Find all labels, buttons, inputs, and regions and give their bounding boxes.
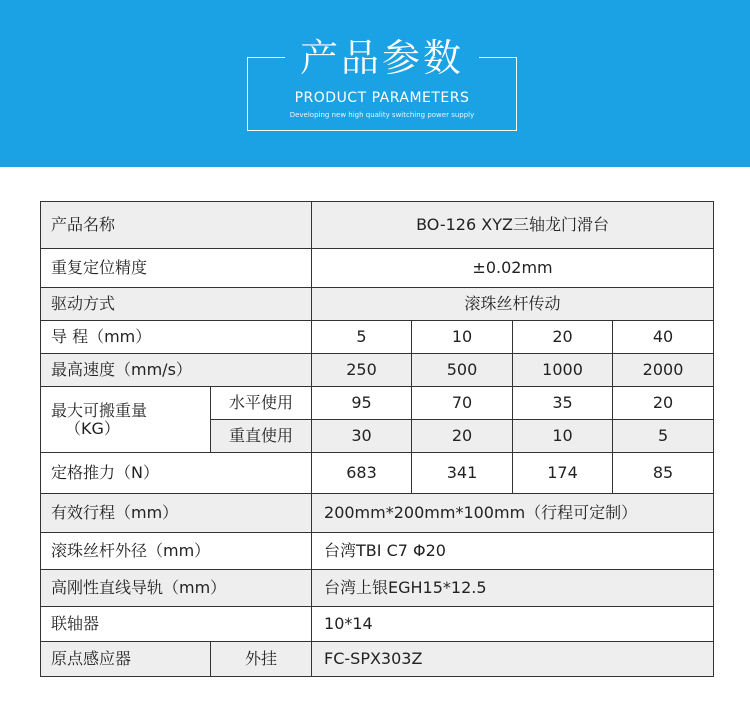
banner-title: 产品参数 [299,36,464,80]
lead-value: 10 [412,321,513,354]
row-sensor [41,642,714,677]
value-screw-diameter: 台湾TBI C7 Φ20 [312,533,714,570]
thrust-value: 683 [312,453,412,494]
label-product-name: 产品名称 [41,202,312,249]
label-coupling: 联轴器 [41,607,312,642]
value-coupling: 10*14 [312,607,714,642]
banner-tagline: Developing new high quality switching power supply [289,111,475,119]
thrust-value: 341 [412,453,513,494]
row-product-name [41,202,714,249]
label-horizontal-use: 水平使用 [211,387,312,420]
label-screw-diameter: 滚珠丝杆外径（mm） [41,533,312,570]
label-guide-rail: 高刚性直线导轨（mm） [41,570,312,607]
load-vertical-value: 30 [312,420,412,453]
row-rated-thrust [41,453,714,494]
label-lead: 导 程（mm） [41,321,312,354]
label-rated-thrust: 定格推力（N） [41,453,312,494]
value-sensor: FC-SPX303Z [312,642,714,677]
value-drive-mode: 滚珠丝杆传动 [312,288,714,321]
speed-value: 2000 [613,354,714,387]
thrust-value: 85 [613,453,714,494]
label-sensor: 原点感应器 [41,642,211,677]
label-max-load [41,387,211,453]
lead-value: 40 [613,321,714,354]
load-horizontal-value: 95 [312,387,412,420]
speed-value: 500 [412,354,513,387]
load-horizontal-value: 35 [513,387,613,420]
load-horizontal-value: 70 [412,387,513,420]
load-vertical-value: 10 [513,420,613,453]
value-stroke: 200mm*200mm*100mm（行程可定制） [312,494,714,533]
row-max-speed [41,354,714,387]
label-vertical-use: 重直使用 [211,420,312,453]
thrust-value: 174 [513,453,613,494]
value-repeat-precision: ±0.02mm [312,249,714,288]
label-repeat-precision: 重复定位精度 [41,249,312,288]
load-vertical-value: 5 [613,420,714,453]
speed-value: 250 [312,354,412,387]
label-drive-mode: 驱动方式 [41,288,312,321]
frame-line-right [479,57,517,58]
lead-value: 5 [312,321,412,354]
header-banner [0,0,750,167]
label-stroke: 有效行程（mm） [41,494,312,533]
label-max-load-line1: 最大可搬重量 [51,400,148,420]
label-max-load-line2: （KG） [65,418,120,438]
label-max-speed: 最高速度（mm/s） [41,354,312,387]
load-horizontal-value: 20 [613,387,714,420]
banner-subtitle: PRODUCT PARAMETERS [294,90,470,106]
row-lead [41,321,714,354]
row-screw-diameter [41,533,714,570]
value-guide-rail: 台湾上银EGH15*12.5 [312,570,714,607]
speed-value: 1000 [513,354,613,387]
row-guide-rail [41,570,714,607]
label-sensor-mount: 外挂 [211,642,312,677]
frame-line-left [247,57,285,58]
parameters-table [40,201,714,677]
row-load-horizontal [41,387,714,420]
load-vertical-value: 20 [412,420,513,453]
row-coupling [41,607,714,642]
lead-value: 20 [513,321,613,354]
row-stroke [41,494,714,533]
row-drive-mode [41,288,714,321]
row-repeat-precision [41,249,714,288]
value-product-name: BO-126 XYZ三轴龙门滑台 [312,202,714,249]
